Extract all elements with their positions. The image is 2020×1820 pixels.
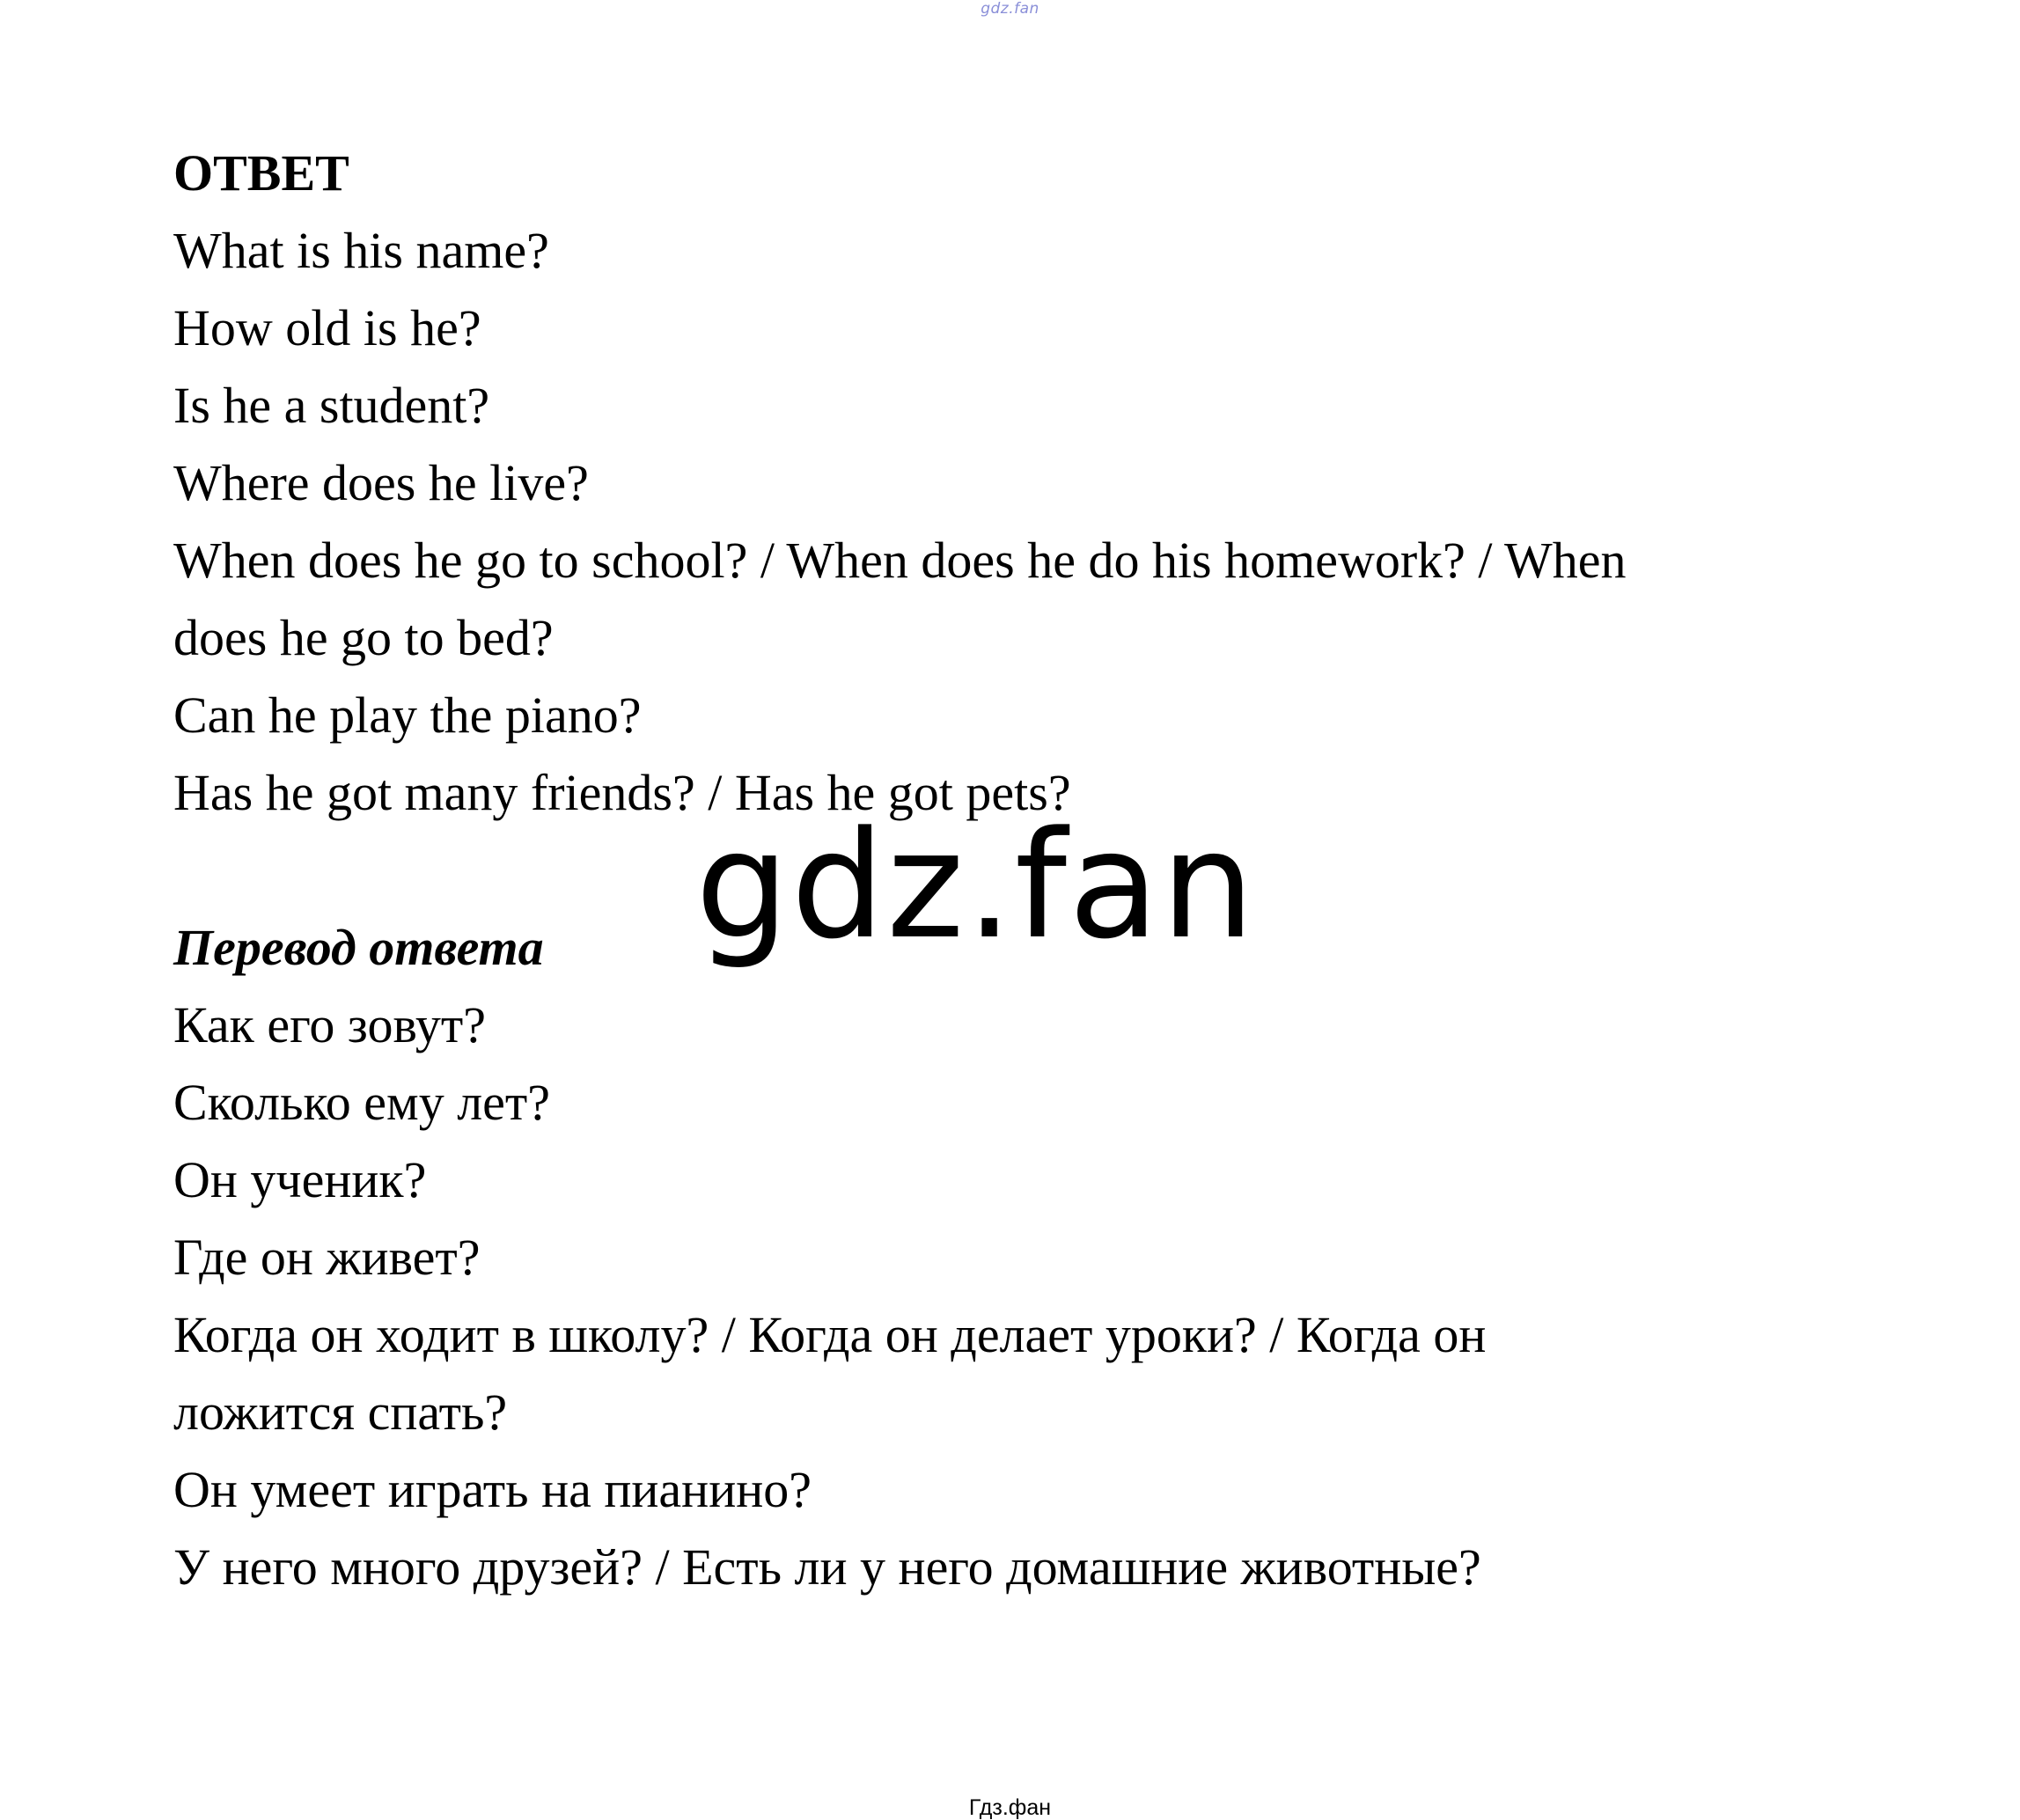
translation-line: Где он живет? bbox=[173, 1229, 481, 1286]
translation-line: Сколько ему лет? bbox=[173, 1074, 551, 1131]
answer-line: Has he got many friends? / Has he got pets? bbox=[173, 764, 1071, 821]
top-watermark: gdz.fan bbox=[981, 0, 1039, 18]
translation-heading: Перевод ответа bbox=[173, 919, 544, 976]
translation-line: Когда он ходит в школу? / Когда он делает уроки? / Когда он bbox=[173, 1306, 1487, 1363]
translation-line: Он ученик? bbox=[173, 1151, 427, 1208]
answer-heading: ОТВЕТ bbox=[173, 144, 349, 202]
center-watermark: gdz.fan bbox=[695, 799, 1257, 972]
translation-line: ложится спать? bbox=[173, 1383, 508, 1441]
answer-line: Is he a student? bbox=[173, 377, 490, 434]
answer-line: does he go to bed? bbox=[173, 609, 554, 666]
translation-line: У него много друзей? / Есть ли у него домашние животные? bbox=[173, 1538, 1481, 1596]
answer-line: Where does he live? bbox=[173, 454, 589, 511]
answer-line: What is his name? bbox=[173, 222, 549, 279]
answer-line: When does he go to school? / When does he do his homework? / When bbox=[173, 532, 1627, 589]
translation-line: Как его зовут? bbox=[173, 996, 486, 1053]
page-footer: Гдз.фан bbox=[968, 1795, 1052, 1820]
translation-line: Он умеет играть на пианино? bbox=[173, 1461, 812, 1518]
answer-line: Can he play the piano? bbox=[173, 686, 642, 744]
answer-line: How old is he? bbox=[173, 299, 481, 356]
